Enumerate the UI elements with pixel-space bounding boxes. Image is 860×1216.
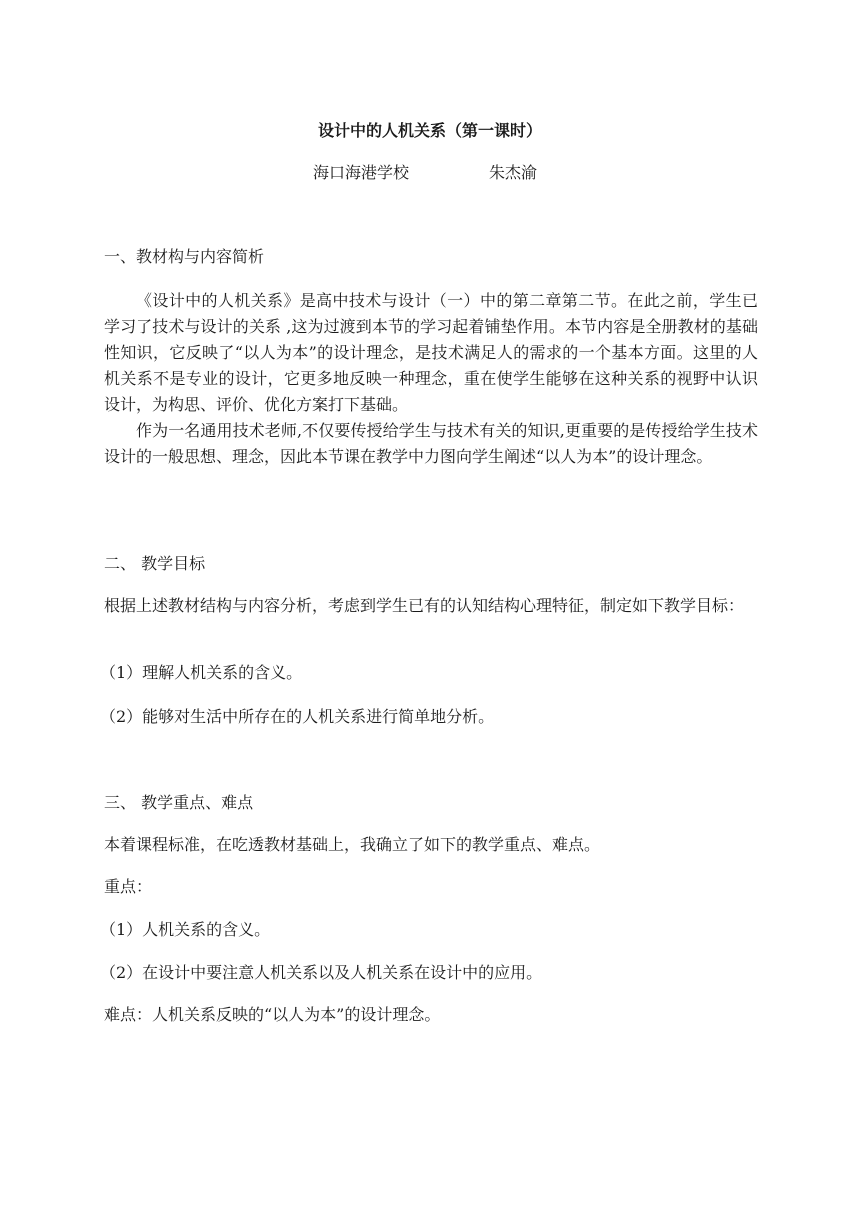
- section1-paragraph-1: 《设计中的人机关系》是高中技术与设计（一）中的第二章第二节。在此之前，学生已学习了技术与设计的关系 ,这为过渡到本节的学习起着铺垫作用。本节内容是全册教材的基础性知识，它反映了“以人为本”的设计理念，是技术满足人的需求的一个基本方面。这里的人机关系不是专业的设计，它更多地反映一种理念，重在使学生能够在这种关系的视野中认识设计，为构思、评价、优化方案打下基础。: [104, 291, 758, 414]
- section2-heading: 二、 教学目标: [104, 554, 206, 573]
- objective-item-1: （1）理解人机关系的含义。: [100, 663, 303, 682]
- section2-intro: 根据上述教材结构与内容分析，考虑到学生已有的认知结构心理特征，制定如下教学目标：: [104, 596, 745, 615]
- school-name: 海口海港学校: [313, 163, 410, 182]
- key-points-label: 重点：: [104, 877, 153, 896]
- key-point-item-1: （1）人机关系的含义。: [100, 920, 271, 939]
- section3-intro: 本着课程标准，在吃透教材基础上，我确立了如下的教学重点、难点。: [104, 835, 601, 854]
- key-point-item-2: （2）在设计中要注意人机关系以及人机关系在设计中的应用。: [100, 963, 543, 982]
- section3-heading: 三、 教学重点、难点: [104, 793, 254, 812]
- difficulty-text: 难点：人机关系反映的“以人为本”的设计理念。: [104, 1005, 441, 1024]
- objective-item-2: （2）能够对生活中所存在的人机关系进行简单地分析。: [100, 707, 495, 726]
- section1-paragraph-2: 作为一名通用技术老师,不仅要传授给学生与技术有关的知识,更重要的是传授给学生技术设计的一般思想、理念，因此本节课在教学中力图向学生阐述“以人为本”的设计理念。: [104, 421, 758, 466]
- section1-heading: 一、教材构与内容简析: [104, 247, 265, 266]
- author-name: 朱杰渝: [489, 163, 538, 182]
- document-title: 设计中的人机关系（第一课时）: [317, 121, 542, 140]
